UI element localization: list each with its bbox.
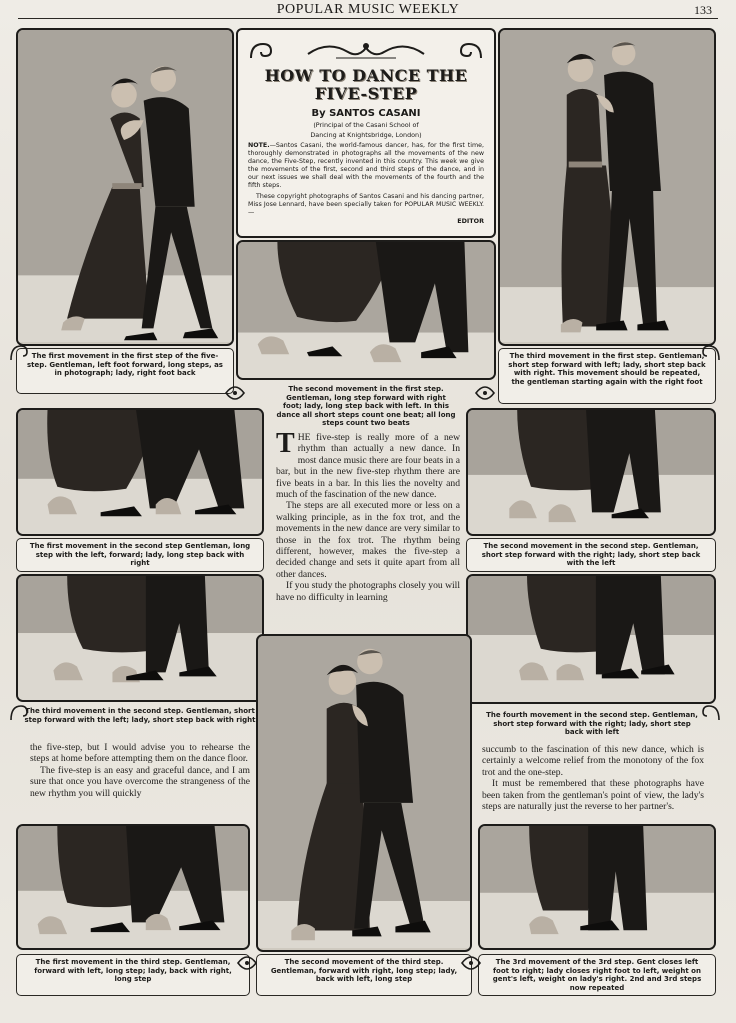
article-body-column-3 bbox=[482, 744, 704, 818]
photo-second-step-movement-1 bbox=[16, 408, 264, 536]
photo-second-step-movement-2 bbox=[466, 408, 716, 536]
header-rule bbox=[18, 18, 718, 19]
article-body-column-1 bbox=[276, 428, 460, 632]
photo-first-step-movement-2 bbox=[236, 240, 496, 380]
flourish-ornament-icon bbox=[224, 382, 246, 404]
scroll-ornament-icon bbox=[458, 40, 484, 62]
caption-first-step-movement-1: The first movement in the first step of the five-step. Gentleman, left foot forward, long steps, as in photograph; lady, right foot back bbox=[16, 348, 234, 394]
body-paragraph-6: succumb to the fascination of this new dance, which is certainly a welcome relief from the monotony of the fox trot and the one-step. bbox=[482, 744, 704, 778]
flourish-ornament-icon bbox=[306, 40, 426, 62]
scroll-ornament-icon bbox=[248, 40, 274, 62]
caption-second-step-movement-3: The third movement in the second step. Gentleman, short step forward with the left; lady, short step back with right bbox=[24, 707, 256, 724]
title-ornament-bar bbox=[248, 36, 484, 66]
caption-third-step-movement-3: The 3rd movement of the 3rd step. Gent closes left foot to right; lady closes right foot to left, weight on gent's left, weight on lady's right. 2nd and 3rd steps now repeated bbox=[478, 954, 716, 996]
caption-third-step-movement-1: The first movement in the third step. Gentleman, forward with left, long step; lady, back with right, long step bbox=[16, 954, 250, 996]
editor-note-body: —Santos Casani, the world-famous dancer, has, for the first time, thoroughly demonstrated in photographs all the movements of the new dance, the Five-Step, recently invented in this country. This week we give the movements of the first, second and third steps of the dance, and in our next issues we shall deal with the movements of the fourth and the fifth steps. bbox=[248, 142, 484, 189]
couple-full-figure-image bbox=[500, 30, 714, 342]
caption-second-step-movement-4: The fourth movement in the second step. Gentleman, short step forward with the right; lady, short step back with left bbox=[486, 711, 698, 737]
body-paragraph-4: the five-step, but I would advise you to rehearse the steps at home before attempting them on the dance floor. bbox=[30, 742, 250, 765]
photo-second-step-movement-4 bbox=[466, 574, 716, 704]
caption-second-step-movement-1: The first movement in the second step Gentleman, long step with the left, forward; lady, long step back with right bbox=[16, 538, 264, 572]
flourish-ornament-icon bbox=[700, 702, 722, 724]
article-title-box bbox=[236, 28, 496, 238]
caption-second-step-movement-2: The second movement in the second step. Gentleman, short step forward with the right; lady, short step back with the left bbox=[466, 538, 716, 572]
couple-full-figure-image bbox=[258, 636, 470, 948]
photo-first-step-movement-1 bbox=[16, 28, 234, 346]
caption-first-step-movement-3: The third movement in the first step. Gentleman, short step forward with left; lady, short step back with right. This movement should be repeated, the gentleman starting again with the right foot bbox=[498, 348, 716, 404]
dancers-feet-image bbox=[468, 576, 714, 704]
caption-third-step-movement-2: The second movement of the third step. Gentleman, forward with right, long step; lady, back with left, long step bbox=[256, 954, 472, 996]
dancers-feet-image bbox=[18, 576, 262, 702]
flourish-ornament-icon bbox=[8, 702, 30, 724]
dancers-feet-image bbox=[468, 410, 714, 536]
flourish-ornament-icon bbox=[8, 342, 30, 364]
article-body-column-2 bbox=[30, 742, 250, 812]
body-paragraph-1: HE five-step is really more of a new rhythm than actually a new dance. In most dance music there are four beats in a bar, but in the new five-step rhythm there are five beats in a bar. In this lies the novelty and much of the fascination of the new dance. bbox=[276, 432, 460, 501]
affiliation-line-1: (Principal of the Casani School of bbox=[313, 121, 419, 129]
page-number: 133 bbox=[694, 3, 712, 17]
couple-full-figure-image bbox=[18, 30, 232, 342]
affiliation-line-2: Dancing at Knightsbridge, London) bbox=[310, 131, 422, 139]
body-paragraph-3: If you study the photographs closely you will have no difficulty in learning bbox=[276, 580, 460, 603]
body-paragraph-7: It must be remembered that these photographs have been taken from the gentleman's point of view, the lady's steps are naturally just the reverse to her partner's. bbox=[482, 778, 704, 813]
dancers-feet-image bbox=[18, 826, 248, 950]
photo-third-step-movement-1 bbox=[16, 824, 250, 950]
caption-first-step-movement-2: The second movement in the first step. Gentleman, long step forward with right foot; lady, long step back with left. In this dance all short steps count one beat; all long steps count two beats bbox=[276, 385, 456, 428]
editor-signature: EDITOR bbox=[457, 217, 484, 225]
editor-note-credits: These copyright photographs of Santos Casani and his dancing partner, Miss Jose Lennard, have been specially taken for POPULAR MUSIC WEEKLY.— bbox=[248, 193, 484, 216]
flourish-ornament-icon bbox=[460, 952, 482, 974]
photo-third-step-movement-3 bbox=[478, 824, 716, 950]
drop-cap: T bbox=[276, 428, 295, 459]
body-paragraph-5: The five-step is an easy and graceful dance, and I am sure that once you have overcome the strangeness of the new rhythm you will quickly bbox=[30, 764, 250, 799]
article-title-line-2: FIVE-STEP bbox=[314, 84, 418, 103]
editor-note-lead: NOTE. bbox=[248, 142, 270, 149]
byline: By SANTOS CASANI bbox=[311, 108, 421, 119]
running-head: POPULAR MUSIC WEEKLY bbox=[276, 2, 460, 17]
photo-center-couple bbox=[256, 634, 472, 952]
photo-second-step-movement-3 bbox=[16, 574, 264, 702]
editor-note bbox=[248, 142, 484, 190]
photo-first-step-movement-3 bbox=[498, 28, 716, 346]
flourish-ornament-icon bbox=[474, 382, 496, 404]
dancers-feet-image bbox=[238, 242, 494, 380]
flourish-ornament-icon bbox=[236, 952, 258, 974]
flourish-ornament-icon bbox=[700, 342, 722, 364]
dancers-feet-image bbox=[18, 410, 262, 536]
body-paragraph-2: The steps are all executed more or less on a walking principle, as in the fox trot, and the movements in the new dance are very similar to those in the fox trot. The rhythm being different, however, makes the five-step a decided change and sets it quite apart from all other dances. bbox=[276, 500, 460, 580]
dancers-feet-image bbox=[480, 826, 714, 950]
article-title-line-1: HOW TO DANCE THE bbox=[264, 66, 468, 85]
